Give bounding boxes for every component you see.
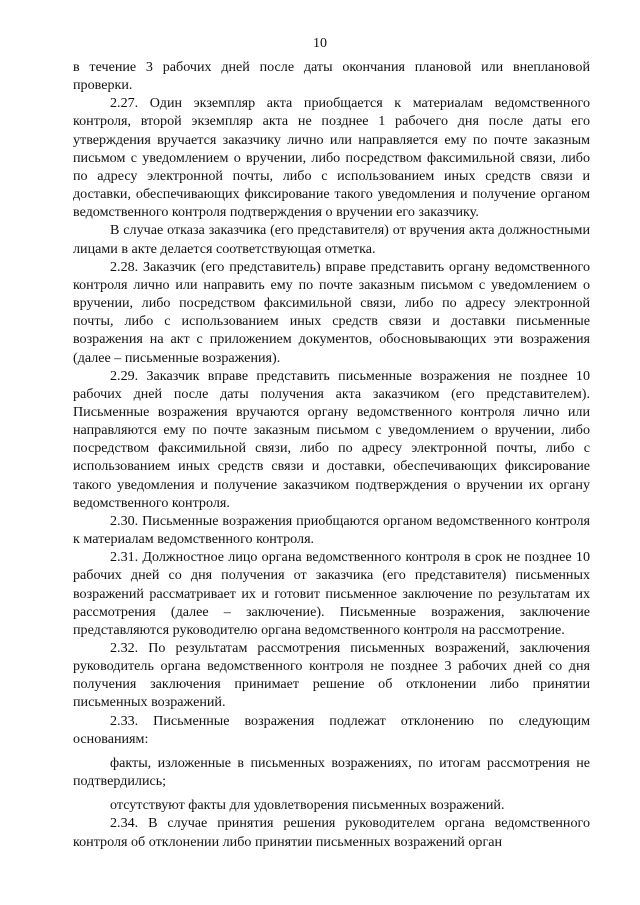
- paragraph-2-29: 2.29. Заказчик вправе представить письменные возражения не позднее 10 рабочих дней после даты получения акта заказчиком (его представителем). Письменные возражения вручаются органу ведомственного контроля лично или направляются ему по почте заказным письмом с уведомлением о вручении, либо посредством факсимильной связи, либо по адресу электронной почты, либо с использованием иных средств связи и доставки, обеспечивающих фиксирование такого уведомления и получение заказчиком подтверждения о вручении их органу ведомственного контроля.: [73, 367, 590, 511]
- paragraph-ground-1: факты, изложенные в письменных возражениях, по итогам рассмотрения не подтвердились;: [73, 754, 590, 790]
- paragraph-2-28: 2.28. Заказчик (его представитель) вправе представить органу ведомственного контроля лично или направить ему по почте заказным письмом с уведомлением о вручении, либо посредством факсимильной связи, либо по адресу электронной почты, либо с использованием иных средств связи и доставки письменные возражения на акт с приложением документов, обосновывающих эти возражения (далее – письменные возражения).: [73, 258, 590, 366]
- paragraph-ground-2: отсутствуют факты для удовлетворения письменных возражений.: [110, 797, 505, 814]
- document-body: [73, 58, 590, 851]
- paragraph-2-33: 2.33. Письменные возражения подлежат отклонению по следующим основаниям:: [73, 712, 590, 747]
- paragraph-2-32: 2.32. По результатам рассмотрения письменных возражений, заключения руководитель органа ведомственного контроля не позднее 3 рабочих дней со дня получения заключения принимает решение об отклонении либо принятии письменных возражений.: [73, 640, 590, 711]
- paragraph-refusal-note: В случае отказа заказчика (его представителя) от вручения акта должностными лицами в акте делается соответствующая отметка.: [73, 222, 590, 257]
- paragraph-2-27: 2.27. Один экземпляр акта приобщается к материалам ведомственного контроля, второй экземпляр акта не позднее 1 рабочего дня после даты его утверждения вручается заказчику лично или направляется ему по почте заказным письмом с уведомлением о вручении, либо посредством факсимильной связи, либо по адресу электронной почты, либо с использованием иных средств связи и доставки, обеспечивающих фиксирование такого уведомления и получение органом ведомственного контроля подтверждения о вручении его заказчику.: [73, 95, 590, 221]
- page-number: 10: [313, 36, 327, 51]
- paragraph-2-30: 2.30. Письменные возражения приобщаются органом ведомственного контроля к материалам ведомственного контроля.: [73, 512, 590, 548]
- paragraph-2-34: 2.34. В случае принятия решения руководителем органа ведомственного контроля об отклонении либо принятии письменных возражений орган: [73, 815, 590, 850]
- paragraph-2-31: 2.31. Должностное лицо органа ведомственного контроля в срок не позднее 10 рабочих дней со дня получения от заказчика (его представителя) письменных возражений рассматривает их и готовит письменное заключение по результатам их рассмотрения (далее – заключение). Письменные возражения, заключение представляются руководителю органа ведомственного контроля на рассмотрение.: [73, 549, 590, 638]
- paragraph-continuation: в течение 3 рабочих дней после даты окончания плановой или внеплановой проверки.: [73, 59, 590, 94]
